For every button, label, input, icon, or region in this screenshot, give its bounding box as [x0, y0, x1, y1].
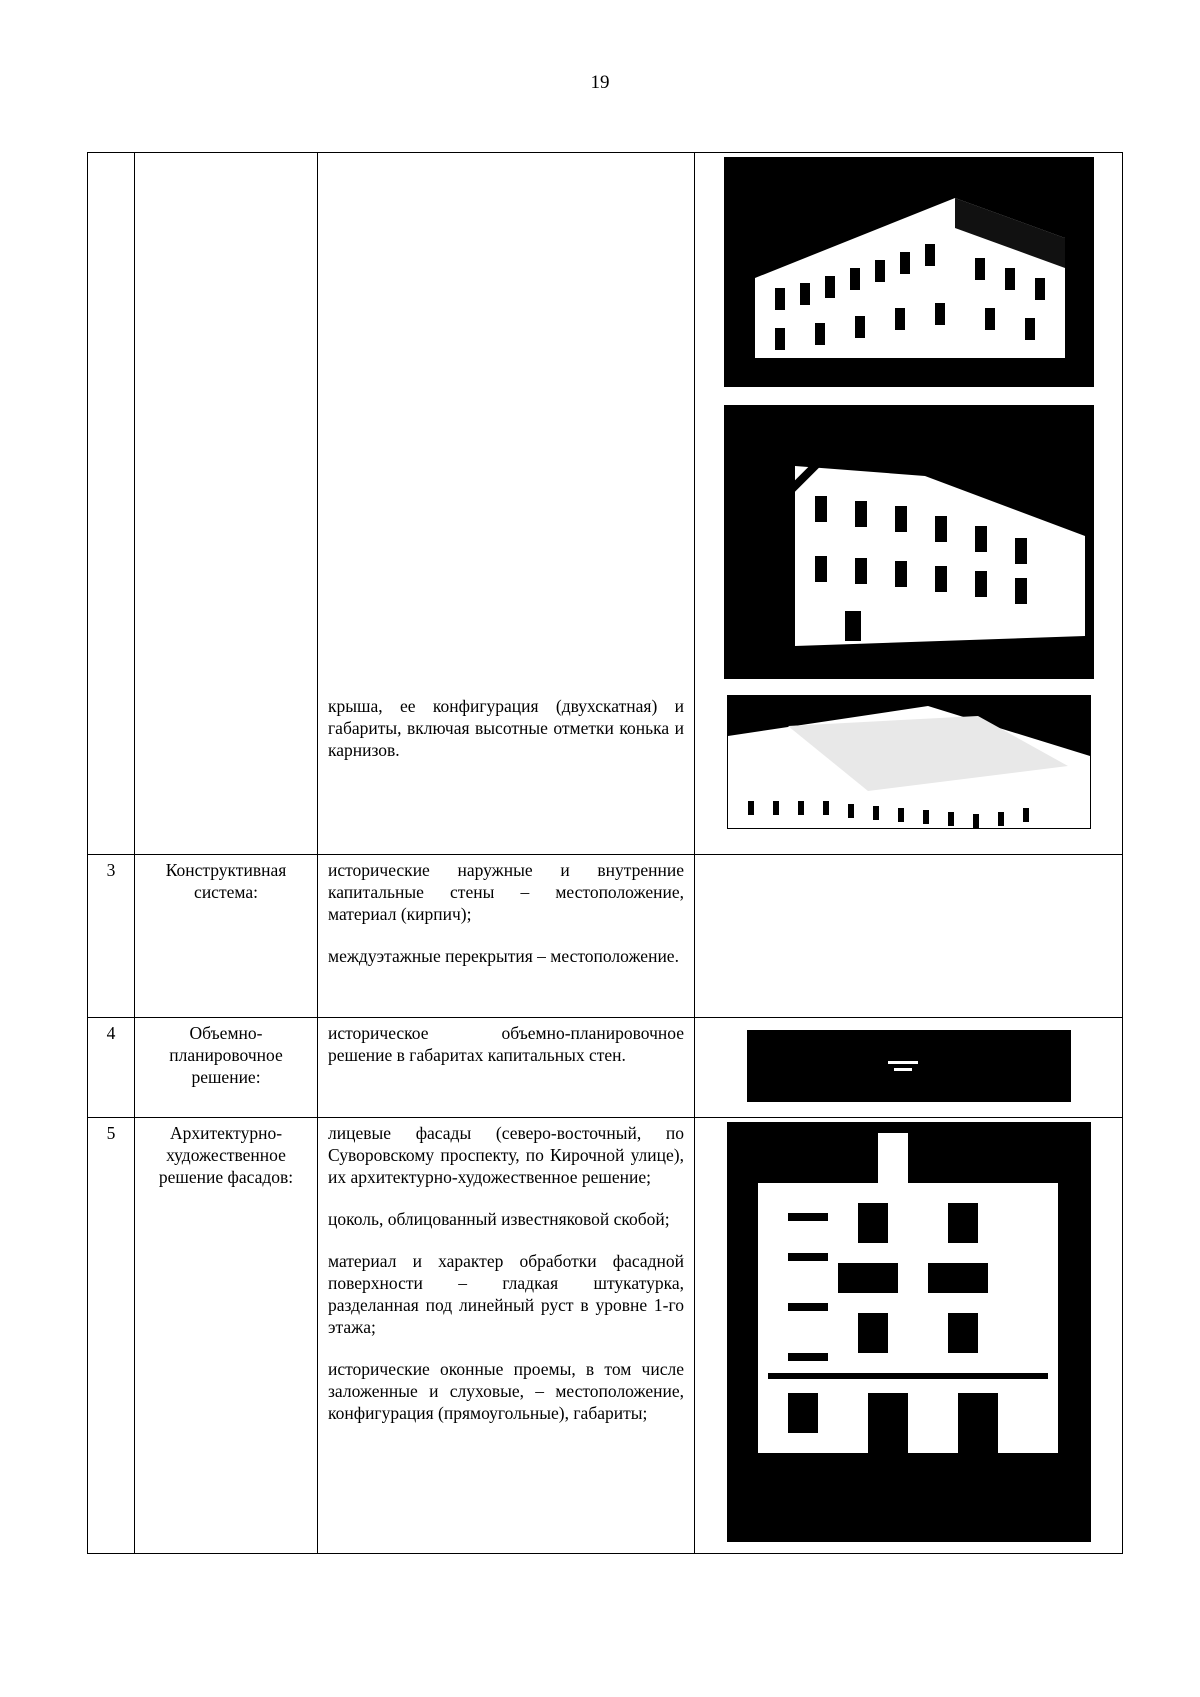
- row-description: [318, 153, 695, 855]
- row-name: [135, 153, 318, 855]
- roof-aerial-photo: [727, 695, 1091, 829]
- description-paragraph: историческое объемно-планировочное решение в габаритах капитальных стен.: [328, 1023, 684, 1065]
- row-name: Архитектурно-художественное решение фасадов:: [135, 1118, 318, 1554]
- table-row: [88, 855, 1123, 1018]
- protected-elements-table: [87, 152, 1123, 1554]
- row-photos: [695, 855, 1123, 1018]
- building-corner-photo: [724, 157, 1094, 387]
- floor-plan-image: [747, 1030, 1071, 1102]
- table-row: [88, 153, 1123, 855]
- description-paragraph: лицевые фасады (северо-восточный, по Суворовскому проспекту, по Кирочной улице), их архитектурно-художественное решение;: [328, 1123, 684, 1187]
- description-paragraph: крыша, ее конфигурация (двухскатная) и габариты, включая высотные отметки конька и карнизов.: [328, 696, 684, 760]
- description-paragraph: исторические оконные проемы, в том числе заложенные и слуховые, – местоположение, конфигурация (прямоугольные), габариты;: [328, 1359, 684, 1423]
- description-paragraph: цоколь, облицованный известняковой скобой;: [328, 1209, 670, 1229]
- building-facade-tree-photo: [724, 405, 1094, 679]
- description-paragraph: материал и характер обработки фасадной поверхности – гладкая штукатурка, разделанная под линейный руст в уровне 1-го этажа;: [328, 1251, 684, 1337]
- row-description: [318, 1118, 695, 1554]
- row-number: 3: [88, 855, 135, 1018]
- row-photos: [695, 1018, 1123, 1118]
- row-number: 5: [88, 1118, 135, 1554]
- row-name: Конструктивная система:: [135, 855, 318, 1018]
- description-paragraph: междуэтажные перекрытия – местоположение.: [328, 946, 679, 966]
- description-paragraph: исторические наружные и внутренние капитальные стены – местоположение, материал (кирпич);: [328, 860, 684, 924]
- row-name: Объемно-планировочное решение:: [135, 1018, 318, 1118]
- table-row: [88, 1018, 1123, 1118]
- row-photos: [695, 1118, 1123, 1554]
- table-row: [88, 1118, 1123, 1554]
- row-number: [88, 153, 135, 855]
- row-number: 4: [88, 1018, 135, 1118]
- facade-closeup-photo: [727, 1122, 1091, 1542]
- row-description: [318, 1018, 695, 1118]
- row-photos: [695, 153, 1123, 855]
- page-number: 19: [590, 72, 610, 93]
- row-description: [318, 855, 695, 1018]
